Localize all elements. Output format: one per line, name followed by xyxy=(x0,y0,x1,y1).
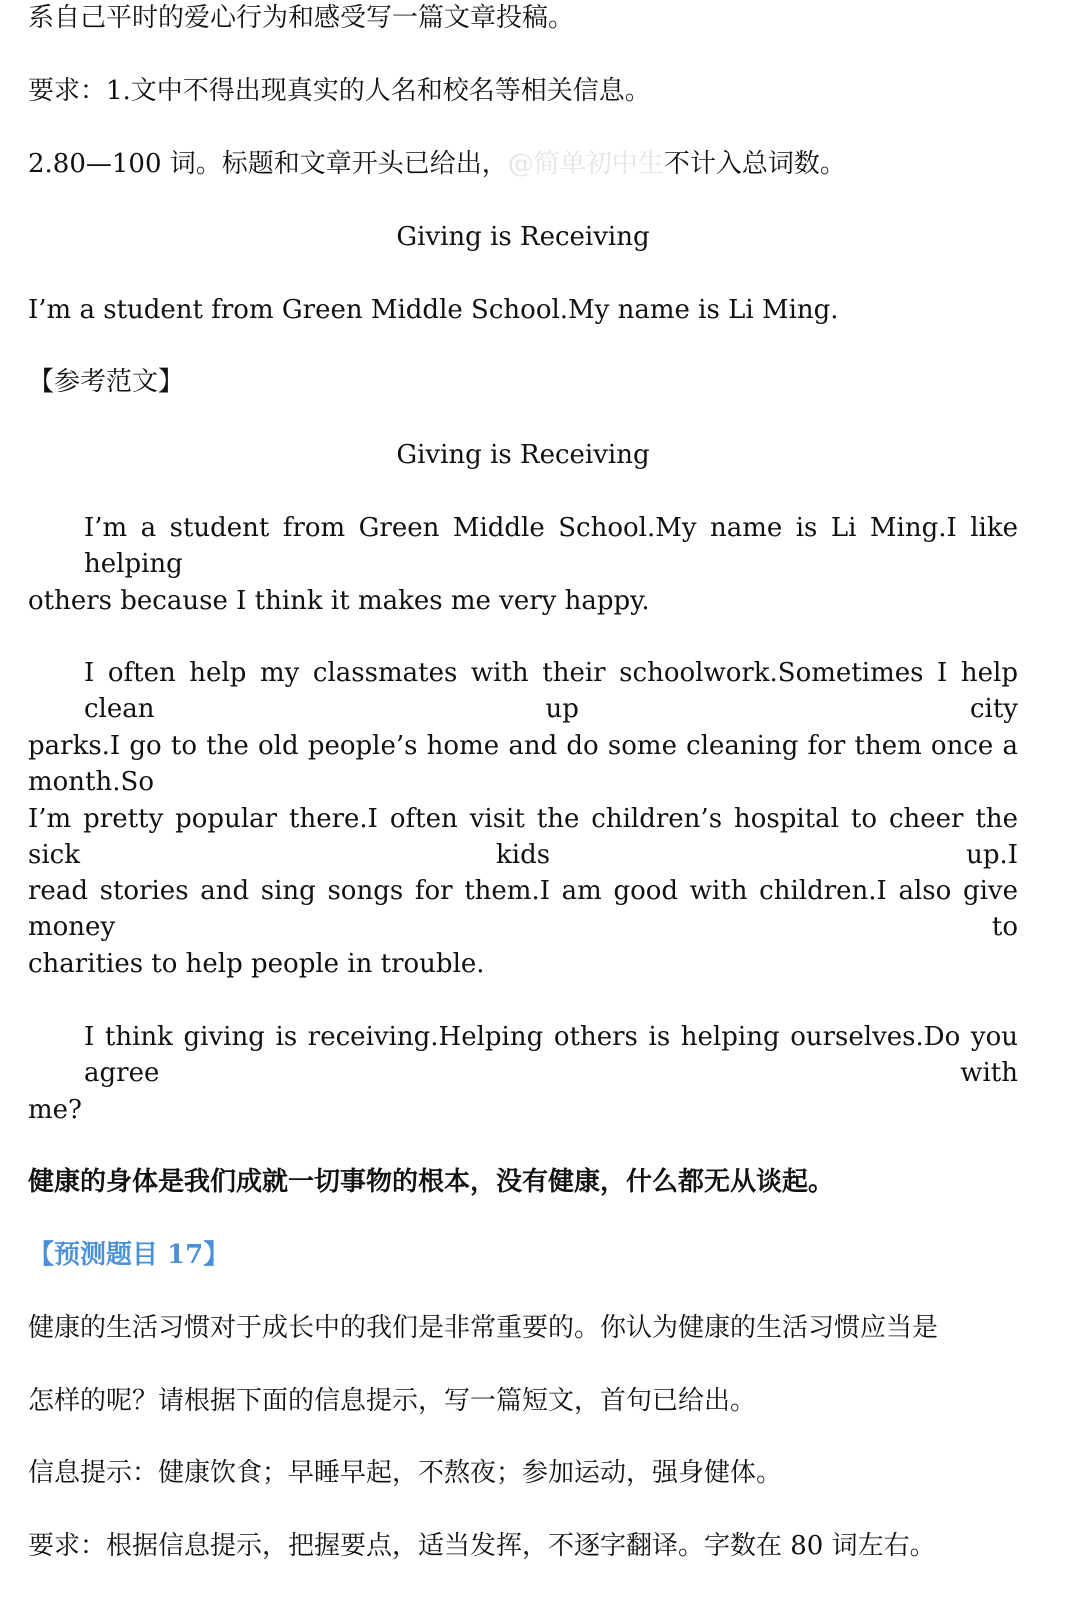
prediction-requirements: 要求：根据信息提示，把握要点，适当发挥，不逐字翻译。字数在 80 词左右。 xyxy=(28,1531,936,1561)
prediction-info-hints: 信息提示：健康饮食；早睡早起，不熬夜；参加运动，强身健体。 xyxy=(28,1458,783,1488)
sample-essay-label: 【参考范文】 xyxy=(28,367,185,397)
prediction-line-2: 怎样的呢？请根据下面的信息提示，写一篇短文，首句已给出。 xyxy=(28,1386,757,1416)
health-quote: 健康的身体是我们成就一切事物的根本，没有健康，什么都无从谈起。 xyxy=(28,1167,835,1197)
task-requirement-1: 要求：1.文中不得出现真实的人名和校名等相关信息。 xyxy=(28,76,651,106)
sample-paragraph-3-line-2: me? xyxy=(28,1095,82,1125)
sample-paragraph-2-line-1: I often help my classmates with their schoolwork.Sometimes I help clean up city xyxy=(84,658,1018,724)
sample-paragraph-2-line-4: read stories and sing songs for them.I am good with children.I also give money to xyxy=(28,876,1018,942)
task-essay-title: Giving is Receiving xyxy=(396,222,650,252)
sample-paragraph-2-line-3: I’m pretty popular there.I often visit the children’s hospital to cheer the sick kids up.I xyxy=(28,804,1018,870)
task-essay-opening: I’m a student from Green Middle School.My name is Li Ming. xyxy=(28,295,839,325)
prediction-line-1: 健康的生活习惯对于成长中的我们是非常重要的。你认为健康的生活习惯应当是 xyxy=(28,1313,939,1343)
sample-paragraph-3-line-1: I think giving is receiving.Helping others is helping ourselves.Do you agree with xyxy=(84,1022,1018,1088)
prediction-label: 【预测题目 17】 xyxy=(28,1240,230,1270)
sample-essay-title: Giving is Receiving xyxy=(396,440,650,470)
task-requirement-2-start: 2.80—100 词。标题和文章开头已给出， xyxy=(28,149,508,179)
watermark: @简单初中生 xyxy=(507,149,664,179)
sample-paragraph-1-line-1: I’m a student from Green Middle School.My name is Li Ming.I like helping xyxy=(84,513,1018,579)
sample-paragraph-2-line-5: charities to help people in trouble. xyxy=(28,949,485,979)
task-requirement-2-end: 不计入总词数。 xyxy=(663,149,846,179)
sample-paragraph-1-line-2: others because I think it makes me very happy. xyxy=(28,586,650,616)
task-requirement-2 xyxy=(28,146,1018,182)
sample-paragraph-2-line-2: parks.I go to the old people’s home and do some cleaning for them once a month.So xyxy=(28,731,1018,797)
task-intro-line: 系自己平时的爱心行为和感受写一篇文章投稿。 xyxy=(28,3,575,33)
